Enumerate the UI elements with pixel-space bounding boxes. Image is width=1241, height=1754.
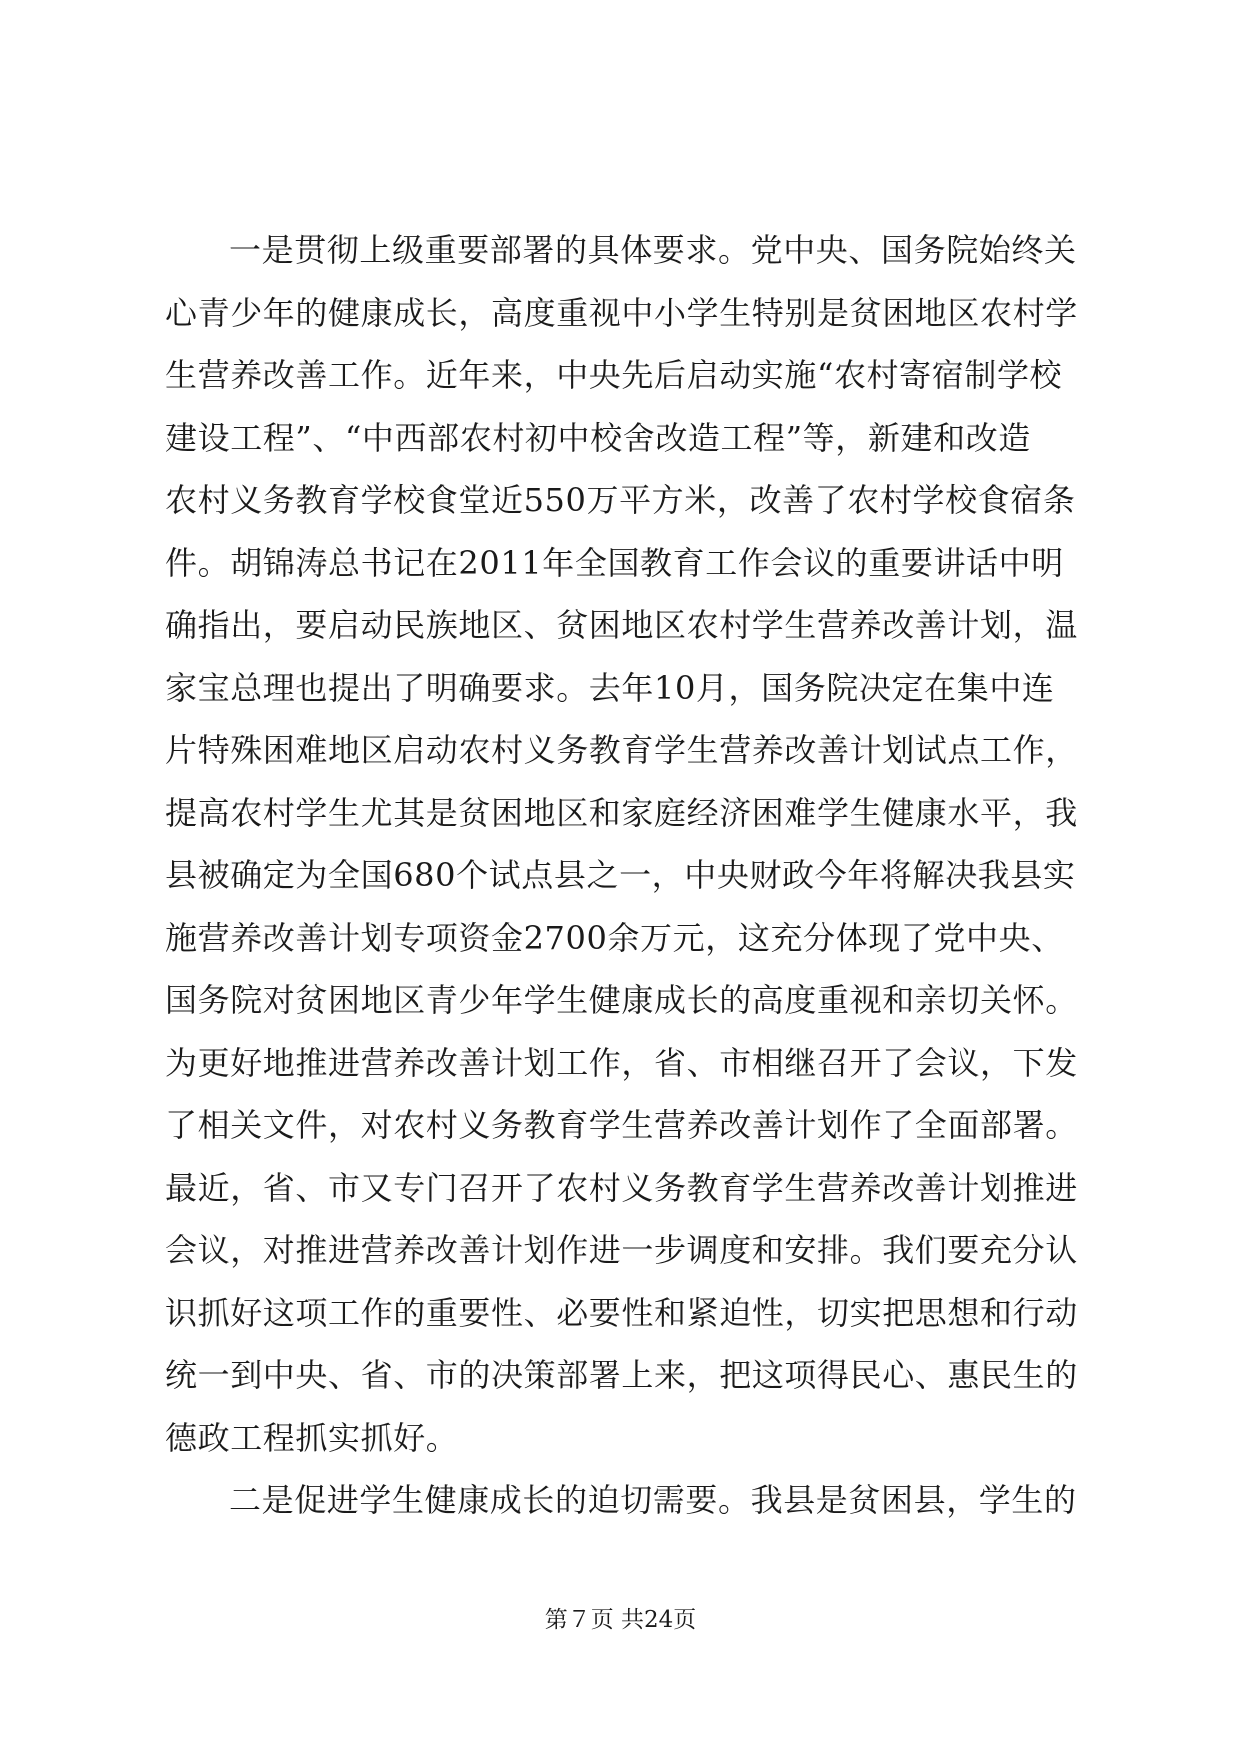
paragraph — [165, 227, 1085, 1477]
text-line: 会议，对推进营养改善计划作进一步调度和安排。我们要充分认 — [165, 1231, 1078, 1269]
text-line: 家宝总理也提出了明确要求。去年10月，国务院决定在集中连 — [165, 668, 1055, 707]
text-line: 了相关文件，对农村义务教育学生营养改善计划作了全面部署。 — [165, 1106, 1078, 1144]
text-line: 德政工程抓实抓好。 — [165, 1418, 459, 1457]
text-line: 片特殊困难地区启动农村义务教育学生营养改善计划试点工作， — [165, 731, 1078, 769]
text-line: 生营养改善工作。近年来，中央先后启动实施“农村寄宿制学校 — [165, 356, 1063, 394]
text-line: 确指出，要启动民族地区、贫困地区农村学生营养改善计划，温 — [165, 606, 1078, 644]
text-line: 为更好地推进营养改善计划工作，省、市相继召开了会议，下发 — [165, 1043, 1078, 1082]
text-line: 心青少年的健康成长，高度重视中小学生特别是贫困地区农村学 — [165, 293, 1078, 332]
text-line: 提高农村学生尤其是贫困地区和家庭经济困难学生健康水平，我 — [165, 793, 1078, 832]
text-line: 二是促进学生健康成长的迫切需要。我县是贫困县，学生的 — [229, 1481, 1077, 1519]
text-line: 统一到中央、省、市的决策部署上来，把这项得民心、惠民生的 — [165, 1356, 1078, 1394]
paragraph — [165, 1477, 1085, 1540]
text-line: 建设工程”、“中西部农村初中校舍改造工程”等，新建和改造 — [165, 418, 1031, 457]
document-body — [165, 227, 1085, 1540]
text-line: 国务院对贫困地区青少年学生健康成长的高度重视和亲切关怀。 — [165, 981, 1078, 1019]
text-line: 件。胡锦涛总书记在2011年全国教育工作会议的重要讲话中明 — [165, 543, 1064, 582]
text-line: 施营养改善计划专项资金2700余万元，这充分体现了党中央、 — [165, 918, 1064, 957]
text-line: 一是贯彻上级重要部署的具体要求。党中央、国务院始终关 — [229, 231, 1077, 269]
page-footer: 第７页 共24页 — [544, 1607, 697, 1633]
text-line: 县被确定为全国680个试点县之一，中央财政今年将解决我县实 — [165, 856, 1076, 894]
text-line: 识抓好这项工作的重要性、必要性和紧迫性，切实把思想和行动 — [165, 1293, 1078, 1332]
text-line: 农村义务教育学校食堂近550万平方米，改善了农村学校食宿条 — [165, 481, 1076, 519]
text-line: 最近，省、市又专门召开了农村义务教育学生营养改善计划推进 — [165, 1168, 1078, 1207]
